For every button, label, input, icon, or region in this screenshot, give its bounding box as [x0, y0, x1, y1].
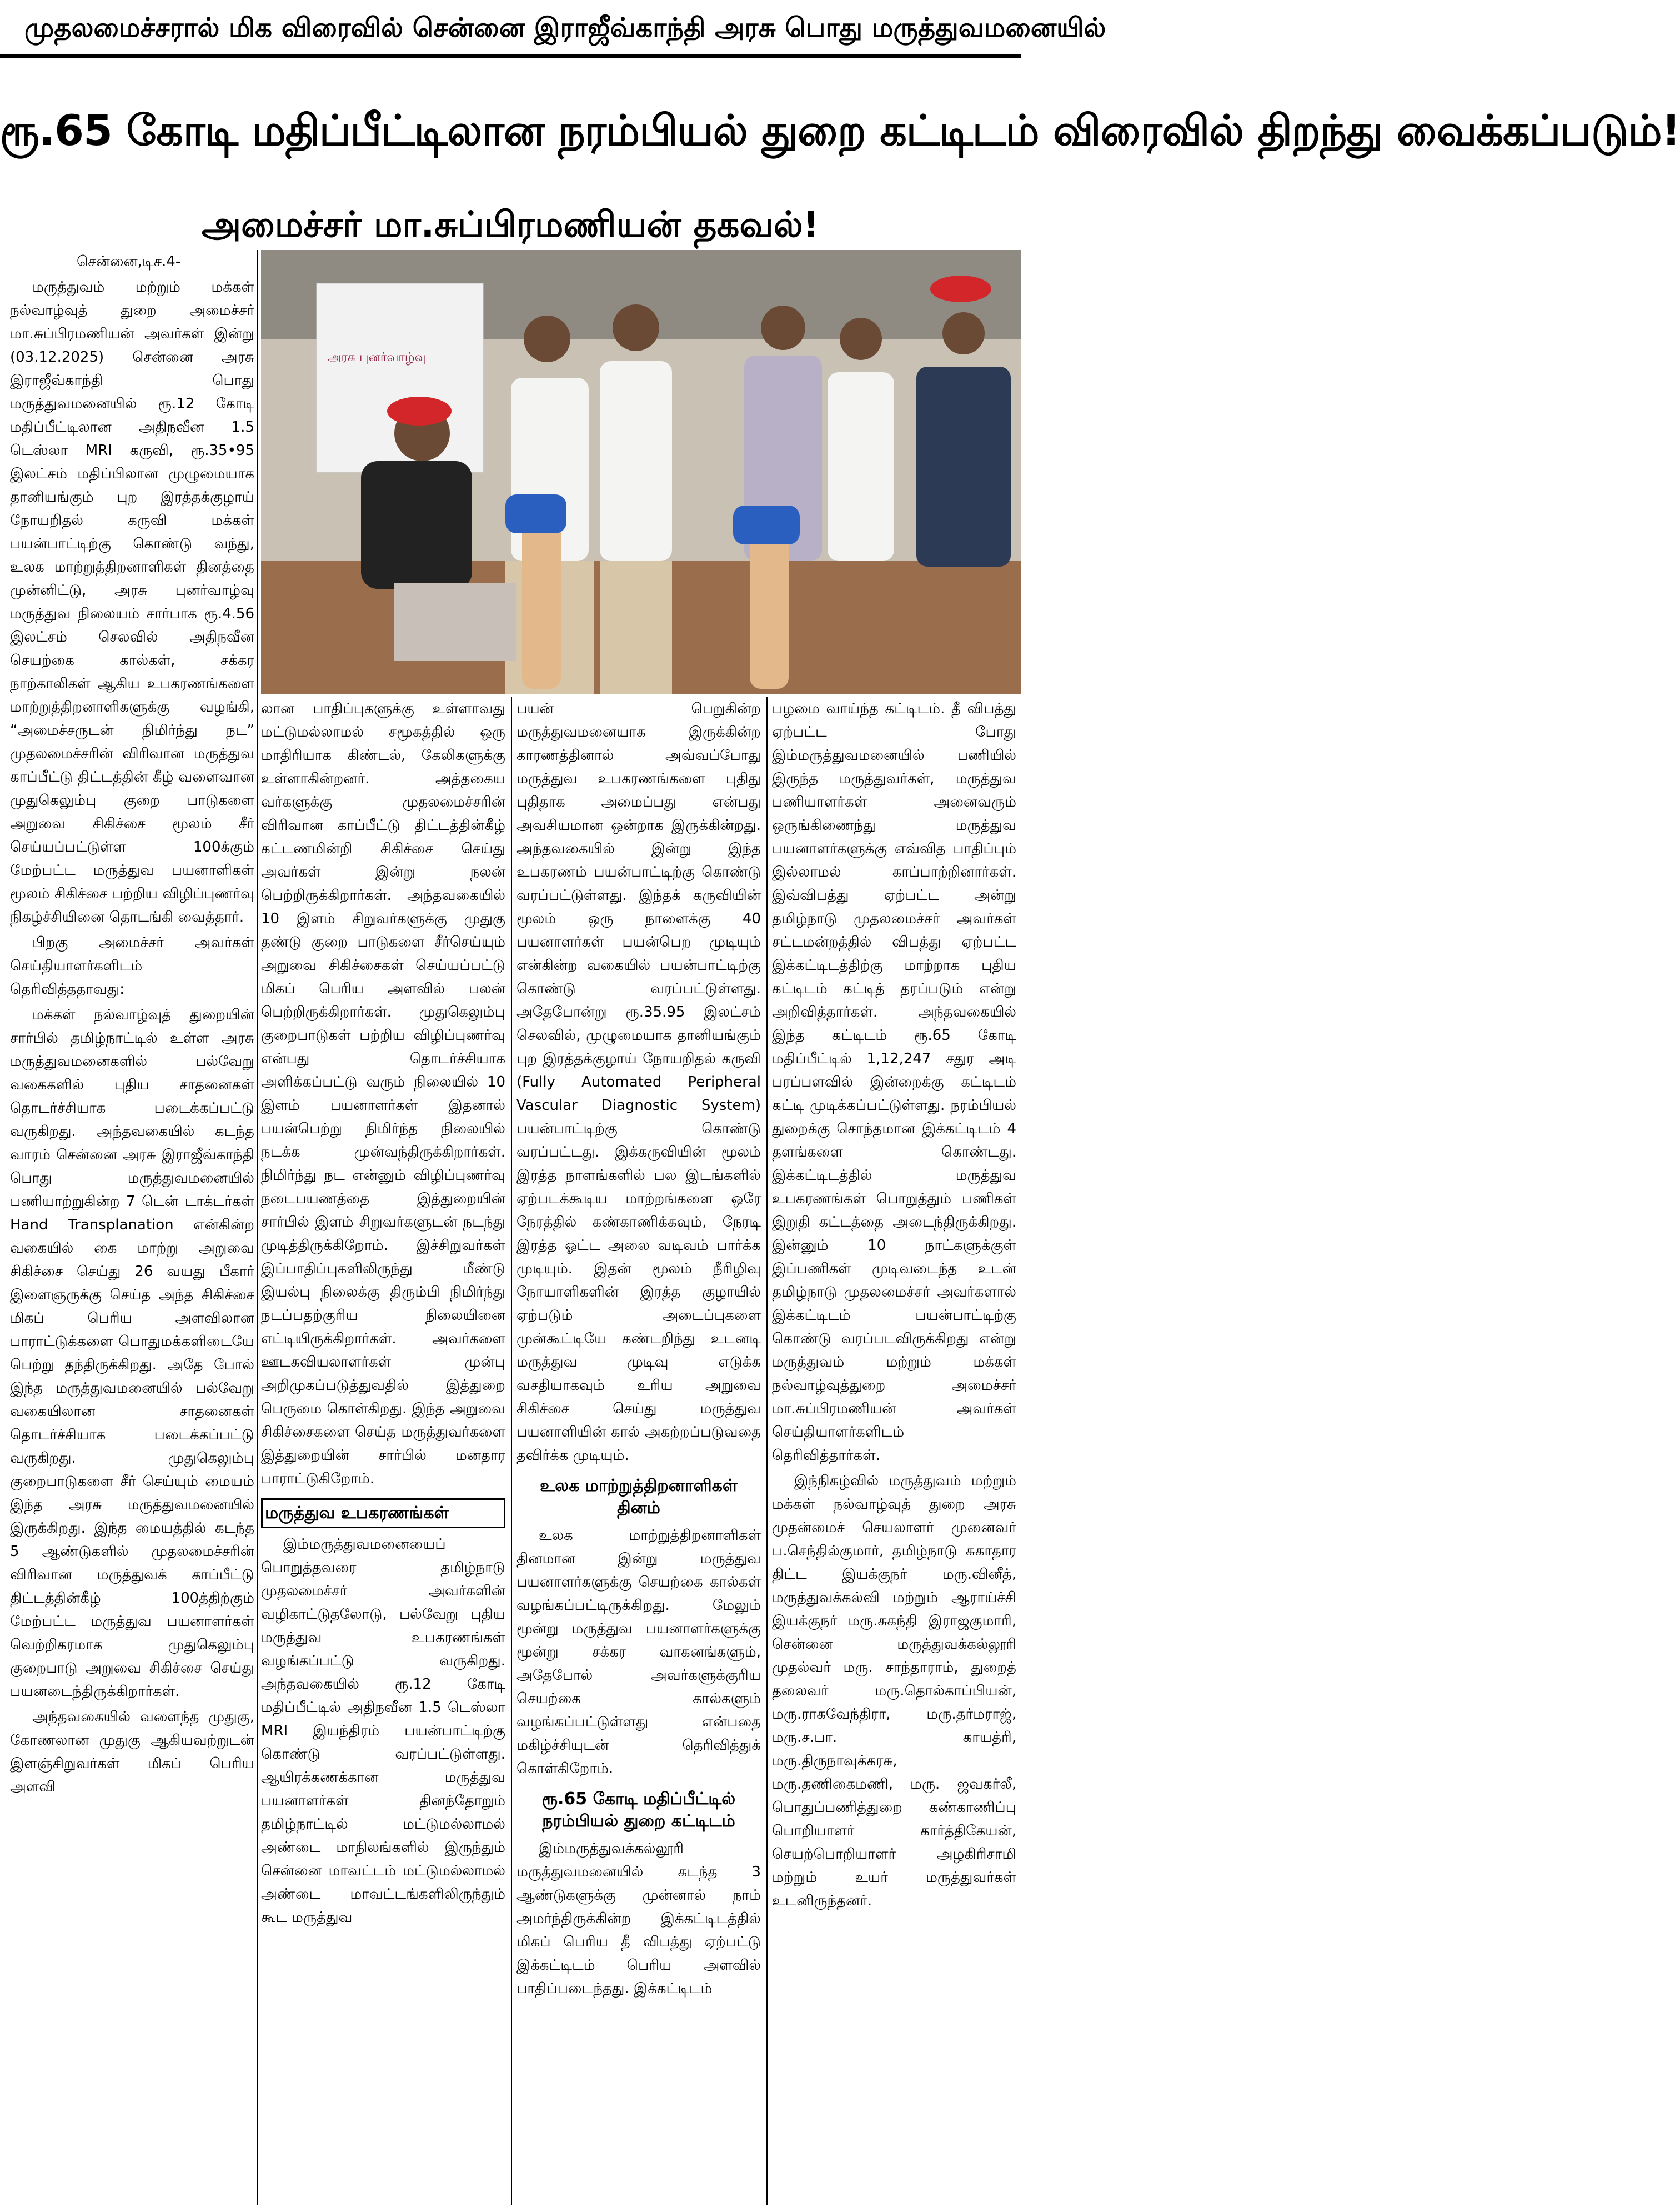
- kicker-line: முதலமைச்சரால் மிக விரைவில் சென்னை இராஜீவ்காந்தி அரசு பொது மருத்துவமனையில்: [24, 12, 1106, 43]
- paragraph: பிறகு அமைச்சர் அவர்கள் செய்தியாளர்களிடம் தெரிவித்ததாவது:: [10, 934, 254, 998]
- section-heading: மருத்துவ உபகரணங்கள்: [261, 1498, 505, 1528]
- paragraph: உலக மாற்றுத்திறனாளிகள் தினமான இன்று மருத்துவ பயனாளர்களுக்கு செயற்கை கால்கள் வழங்கப்பட்டிருக்கிறது. மேலும் மூன்று மருத்துவ பயனாளர்களுக்கு மூன்று சக்கர வாகனங்களும், அதேபோல் அவர்களுக்குரிய செயற்கை கால்களும் வழங்கப்பட்டுள்ளது என்பதை மகிழ்ச்சியுடன் தெரிவித்துக் கொள்கிறோம்.: [516, 1527, 761, 1777]
- section-heading: உலக மாற்றுத்திறனாளிகள் தினம்: [540, 1476, 738, 1518]
- banner-text: அரசு புனர்வாழ்வு: [328, 351, 427, 364]
- article-column-2: [261, 697, 505, 2205]
- top-rule: [0, 54, 1021, 58]
- dateline: சென்னை,டிச.4-: [77, 253, 181, 270]
- news-photo: [261, 250, 1021, 694]
- paragraph: பழமை வாய்ந்த கட்டிடம். தீ விபத்து ஏற்பட்ட போது இம்மருத்துவமனையில் பணியில் இருந்த மருத்துவர்கள், மருத்துவ பணியாளர்கள் அனைவரும் ஒருங்கிணைந்து மருத்துவ பயனாளர்களுக்கு எவ்வித பாதிப்பும் இல்லாமல் காப்பாற்றினார்கள். இவ்விபத்து ஏற்பட்ட அன்று தமிழ்நாடு முதலமைச்சர் அவர்கள் சட்டமன்றத்தில் விபத்து ஏற்பட்ட இக்கட்டிடத்திற்கு மாற்றாக புதிய கட்டிடம் கட்டித் தரப்படும் என்று அறிவித்தார்கள். அந்தவகையில் இந்த கட்டிடம் ரூ.65 கோடி மதிப்பீட்டில் 1,12,247 சதுர அடி பரப்பளவில் இன்றைக்கு கட்டிடம் கட்டி முடிக்கப்பட்டுள்ளது. நரம்பியல் துறைக்கு சொந்தமான இக்கட்டிடம் 4 தளங்களை கொண்டது. இக்கட்டிடத்தில் மருத்துவ உபகரணங்கள் பொறுத்தும் பணிகள் இறுதி கட்டத்தை அடைந்திருக்கிறது. இன்னும் 10 நாட்களுக்குள் இப்பணிகள் முடிவடைந்த உடன் தமிழ்நாடு முதலமைச்சர் அவர்களால் இக்கட்டிடம் பயன்பாட்டிற்கு கொண்டு வரப்படவிருக்கிறது என்று மருத்துவம் மற்றும் மக்கள் நல்வாழ்வுத்துறை அமைச்சர் மா.சுப்பிரமணியன் அவர்கள் செய்தியாளர்களிடம் தெரிவித்தார்கள்.: [772, 700, 1016, 1464]
- column-divider: [766, 697, 768, 2205]
- article-column-4: [772, 697, 1016, 2205]
- photo-illustration: [261, 250, 1021, 694]
- subheadline: அமைச்சர் மா.சுப்பிரமணியன் தகவல்!: [202, 204, 819, 246]
- paragraph: இம்மருத்துவமனையைப் பொறுத்தவரை தமிழ்நாடு முதலமைச்சர் அவர்களின் வழிகாட்டுதலோடு, பல்வேறு புதிய மருத்துவ உபகரணங்கள் வழங்கப்பட்டு வருகிறது. அந்தவகையில் ரூ.12 கோடி மதிப்பீட்டில் அதிநவீன 1.5 டெஸ்லா MRI இயந்திரம் பயன்பாட்டிற்கு கொண்டு வரப்பட்டுள்ளது. ஆயிரக்கணக்கான மருத்துவ பயனாளர்கள் தினந்தோறும் தமிழ்நாட்டில் மட்டுமல்லாமல் அண்டை மாநிலங்களில் இருந்தும் சென்னை மாவட்டம் மட்டுமல்லாமல் அண்டை மாவட்டங்களிலிருந்தும் கூட மருத்துவ: [261, 1536, 505, 1926]
- paragraph: மக்கள் நல்வாழ்வுத் துறையின் சார்பில் தமிழ்நாட்டில் உள்ள அரசு மருத்துவமனைகளில் பல்வேறு வகைகளில் புதிய சாதனைகள் தொடர்ச்சியாக படைக்கப்பட்டு வருகிறது. அந்தவகையில் கடந்த வாரம் சென்னை அரசு இராஜீவ்காந்தி பொது மருத்துவமனையில் பணியாற்றுகின்ற 7 டென் டாக்டர்கள் Hand Transplanation என்கின்ற வகையில் கை மாற்று அறுவை சிகிச்சை செய்து 26 வயது பீகார் இளைஞருக்கு செய்த அந்த சிகிச்சை மிகப் பெரிய அளவிலான பாராட்டுக்களை பொதுமக்களிடையே பெற்று தந்திருக்கிறது. அதே போல் இந்த மருத்துவமனையில் பல்வேறு வகையிலான சாதனைகள் தொடர்ச்சியாக படைக்கப்பட்டு வருகிறது. முதுகெலும்பு குறைபாடுகளை சீர் செய்யும் மையம் இந்த அரசு மருத்துவமனையில் இருக்கிறது. இந்த மையத்தில் கடந்த 5 ஆண்டுகளில் முதலமைச்சரின் விரிவான மருத்துவக் காப்பீட்டு திட்டத்தின்கீழ் 100த்திற்கும் மேற்பட்ட மருத்துவ பயனாளர்கள் வெற்றிகரமாக முதுகெலும்பு குறைபாடு அறுவை சிகிச்சை செய்து பயனடைந்திருக்கிறார்கள்.: [10, 1007, 254, 1700]
- column-divider: [257, 250, 258, 2205]
- paragraph: அந்தவகையில் வளைந்த முதுகு, கோணலான முதுகு ஆகியவற்றுடன் இளஞ்சிறுவர்கள் மிகப் பெரிய அளவி: [10, 1709, 254, 1795]
- column-divider: [511, 697, 512, 2205]
- paragraph: லான பாதிப்புகளுக்கு உள்ளாவது மட்டுமல்லாமல் சமூகத்தில் ஒரு மாதிரியாக கிண்டல், கேலிகளுக்கு உள்ளாகின்றனர். அத்தகைய வர்களுக்கு முதலமைச்சரின் விரிவான காப்பீட்டு திட்டத்தின்கீழ் கட்டணமின்றி சிகிச்சை செய்து அவர்கள் இன்று நலன் பெற்றிருக்கிறார்கள். அந்தவகையில் 10 இளம் சிறுவர்களுக்கு முதுகு தண்டு குறை பாடுகளை சீர்செய்யும் அறுவை சிகிச்சைகள் செய்யப்பட்டு மிகப் பெரிய அளவில் பலன் பெற்றிருக்கிறார்கள். முதுகெலும்பு குறைபாடுகள் பற்றிய விழிப்புணர்வு என்பது தொடர்ச்சியாக அளிக்கப்பட்டு வரும் நிலையில் 10 இளம் பயனாளர்கள் இதனால் பயன்பெற்று நிமிர்ந்த நிலையில் நடக்க முன்வந்திருக்கிறார்கள். நிமிர்ந்து நட என்னும் விழிப்புணர்வு நடைபயணத்தை இத்துறையின் சார்பில் இளம் சிறுவர்களுடன் நடந்து முடித்திருக்கிறோம். இச்சிறுவர்கள் இப்பாதிப்புகளிலிருந்து மீண்டு இயல்பு நிலைக்கு திரும்பி நிமிர்ந்து நடப்பதற்குரிய நிலையினை எட்டியிருக்கிறார்கள். அவர்களை ஊடகவியலாளர்கள் முன்பு அறிமுகப்படுத்துவதில் இத்துறை பெருமை கொள்கிறது. இந்த அறுவை சிகிச்சைகளை செய்த மருத்துவர்களை இத்துறையின் சார்பில் மனதார பாராட்டுகிறோம்.: [261, 700, 505, 1487]
- headline: ரூ.65 கோடி மதிப்பீட்டிலான நரம்பியல் துறை கட்டிடம் விரைவில் திறந்து வைக்கப்படும்!: [0, 106, 1680, 155]
- paragraph: மருத்துவம் மற்றும் மக்கள் நல்வாழ்வுத் துறை அமைச்சர் மா.சுப்பிரமணியன் அவர்கள் இன்று (03.12.2025) சென்னை அரசு இராஜீவ்காந்தி பொது மருத்துவமனையில் ரூ.12 கோடி மதிப்பீட்டிலான அதிநவீன 1.5 டெஸ்லா MRI கருவி, ரூ.35•95 இலட்சம் மதிப்பிலான முழுமையாக தானியங்கும் புற இரத்தக்குழாய் நோயறிதல் கருவி மக்கள் பயன்பாட்டிற்கு கொண்டு வந்து, உலக மாற்றுத்திறனாளிகள் தினத்தை முன்னிட்டு, அரசு புனர்வாழ்வு மருத்துவ நிலையம் சார்பாக ரூ.4.56 இலட்சம் செலவில் அதிநவீன செயற்கை கால்கள், சக்கர நாற்காலிகள் ஆகிய உபகரணங்களை மாற்றுத்திறனாளிகளுக்கு வழங்கி, “அமைச்சருடன் நிமிர்ந்து நட” முதலமைச்சரின் விரிவான மருத்துவ காப்பீட்டு திட்டத்தின் கீழ் வளைவான முதுகெலும்பு குறை பாடுகளை அறுவை சிகிச்சை மூலம் சீர் செய்யப்பட்டுள்ள 100க்கும் மேற்பட்ட மருத்துவ பயனாளிகள் மூலம் சிகிச்சை பற்றிய விழிப்புணர்வு நிகழ்ச்சியினை தொடங்கி வைத்தார்.: [10, 279, 254, 925]
- article-column-3: [516, 697, 761, 2205]
- paragraph: இந்நிகழ்வில் மருத்துவம் மற்றும் மக்கள் நல்வாழ்வுத் துறை அரசு முதன்மைச் செயலாளர் முனைவர் ப.செந்தில்குமார், தமிழ்நாடு சுகாதார திட்ட இயக்குநர் மரு.வினீத், மருத்துவக்கல்வி மற்றும் ஆராய்ச்சி இயக்குநர் மரு.சுகந்தி இராஜகுமாரி, சென்னை மருத்துவக்கல்லூரி முதல்வர் மரு. சாந்தாராம், துறைத் தலைவர் மரு.தொல்காப்பியன், மரு.ராகவேந்திரா, மரு.தர்மராஜ், மரு.ச.பா. காயத்ரி, மரு.திருநாவுக்கரசு, மரு.தணிகைமணி, மரு. ஜவகர்லீ, பொதுப்பணித்துறை கண்காணிப்பு பொறியாளர் கார்த்திகேயன், செயற்பொறியாளர் அழகிரிசாமி மற்றும் உயர் மருத்துவர்கள் உடனிருந்தனர்.: [772, 1473, 1016, 1909]
- article-column-1: [10, 250, 254, 2205]
- section-heading: ரூ.65 கோடி மதிப்பீட்டில் நரம்பியல் துறை கட்டிடம்: [541, 1789, 736, 1831]
- paragraph: பயன் பெறுகின்ற மருத்துவமனையாக இருக்கின்ற காரணத்தினால் அவ்வப்போது மருத்துவ உபகரணங்களை புதிது புதிதாக அமைப்பது என்பது அவசியமான ஒன்றாக இருக்கின்றது. அந்தவகையில் இன்று இந்த உபகரணம் பயன்பாட்டிற்கு கொண்டு வரப்பட்டுள்ளது. இந்தக் கருவியின் மூலம் ஒரு நாளைக்கு 40 பயனாளர்கள் பயன்பெற முடியும் என்கின்ற வகையில் பயன்பாட்டிற்கு கொண்டு வரப்பட்டுள்ளது. அதேபோன்று ரூ.35.95 இலட்சம் செலவில், முழுமையாக தானியங்கும் புற இரத்தக்குழாய் நோயறிதல் கருவி (Fully Automated Peripheral Vascular Diagnostic System) பயன்பாட்டிற்கு கொண்டு வரப்பட்டது. இக்கருவியின் மூலம் இரத்த நாளங்களில் பல இடங்களில் ஏற்படக்கூடிய மாற்றங்களை ஒரே நேரத்தில் கண்காணிக்கவும், நேரடி இரத்த ஓட்ட அலை வடிவம் பார்க்க முடியும். இதன் மூலம் நீரிழிவு நோயாளிகளின் இரத்த குழாயில் ஏற்படும் அடைப்புகளை முன்கூட்டியே கண்டறிந்து உடனடி மருத்துவ முடிவு எடுக்க வசதியாகவும் உரிய அறுவை சிகிச்சை செய்து மருத்துவ பயனாளியின் கால் அகற்றப்படுவதை தவிர்க்க முடியும்.: [516, 700, 761, 1464]
- paragraph: இம்மருத்துவக்கல்லூரி மருத்துவமனையில் கடந்த 3 ஆண்டுகளுக்கு முன்னால் நாம் அமர்ந்திருக்கின்ற இக்கட்டிடத்தில் மிகப் பெரிய தீ விபத்து ஏற்பட்டு இக்கட்டிடம் பெரிய அளவில் பாதிப்படைந்தது. இக்கட்டிடம்: [516, 1840, 761, 1997]
